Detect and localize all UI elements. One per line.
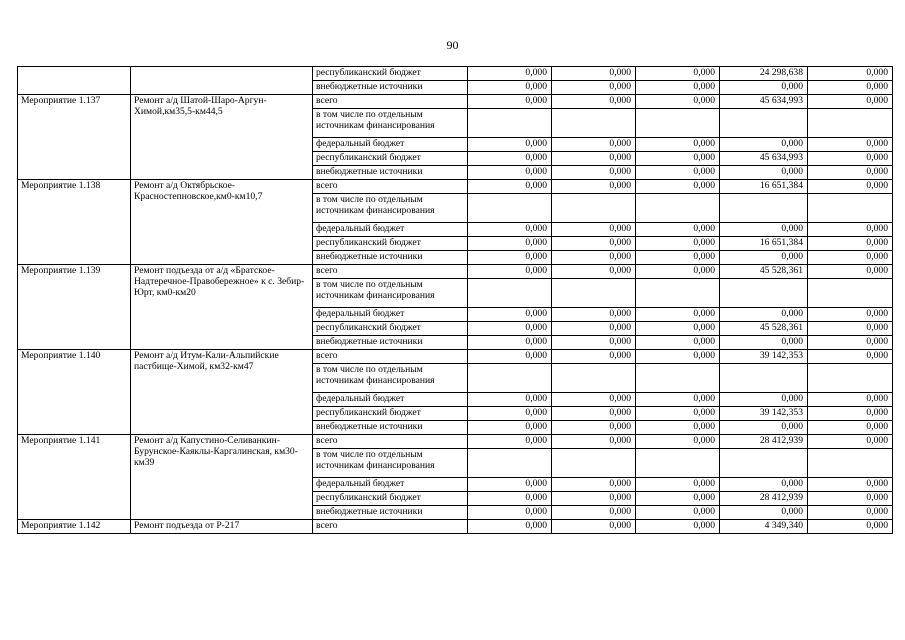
amount-cell: 0,000 xyxy=(552,506,636,520)
amount-cell: 0,000 xyxy=(636,478,720,492)
amount-cell xyxy=(808,449,893,478)
amount-cell: 0,000 xyxy=(468,223,552,237)
amount-cell: 0,000 xyxy=(468,478,552,492)
amount-cell: 0,000 xyxy=(636,251,720,265)
amount-cell: 16 651,384 xyxy=(720,237,808,251)
amount-cell: 0,000 xyxy=(636,180,720,194)
funding-source-cell: республиканский бюджет xyxy=(313,322,468,336)
amount-cell: 0,000 xyxy=(468,265,552,279)
funding-source-cell: внебюджетные источники xyxy=(313,421,468,435)
amount-cell: 0,000 xyxy=(636,138,720,152)
amount-cell: 0,000 xyxy=(808,336,893,350)
amount-cell xyxy=(468,449,552,478)
funding-source-cell: республиканский бюджет xyxy=(313,67,468,81)
amount-cell: 0,000 xyxy=(808,478,893,492)
amount-cell xyxy=(720,194,808,223)
funding-source-cell: федеральный бюджет xyxy=(313,138,468,152)
amount-cell xyxy=(468,194,552,223)
table-row xyxy=(18,520,893,534)
funding-source-cell: федеральный бюджет xyxy=(313,478,468,492)
amount-cell: 0,000 xyxy=(808,152,893,166)
amount-cell: 45 634,993 xyxy=(720,152,808,166)
amount-cell: 0,000 xyxy=(808,237,893,251)
amount-cell: 0,000 xyxy=(636,393,720,407)
amount-cell: 39 142,353 xyxy=(720,407,808,421)
amount-cell: 0,000 xyxy=(720,478,808,492)
amount-cell: 0,000 xyxy=(808,421,893,435)
amount-cell: 0,000 xyxy=(808,223,893,237)
amount-cell: 0,000 xyxy=(468,251,552,265)
amount-cell: 0,000 xyxy=(808,166,893,180)
funding-source-cell: внебюджетные источники xyxy=(313,506,468,520)
amount-cell xyxy=(552,279,636,308)
amount-cell xyxy=(720,279,808,308)
amount-cell: 0,000 xyxy=(808,308,893,322)
funding-source-cell: внебюджетные источники xyxy=(313,251,468,265)
event-description-cell: Ремонт а/д Капустино-Селиванкин-Бурунское-Каяклы-Каргалинская, км30-км39 xyxy=(131,435,313,520)
amount-cell: 0,000 xyxy=(808,435,893,449)
amount-cell: 0,000 xyxy=(720,421,808,435)
amount-cell: 0,000 xyxy=(636,336,720,350)
funding-source-cell: республиканский бюджет xyxy=(313,152,468,166)
amount-cell: 4 349,340 xyxy=(720,520,808,534)
funding-source-cell: всего xyxy=(313,95,468,109)
funding-source-cell: внебюджетные источники xyxy=(313,336,468,350)
amount-cell: 0,000 xyxy=(552,407,636,421)
amount-cell: 0,000 xyxy=(636,492,720,506)
amount-cell: 0,000 xyxy=(636,152,720,166)
amount-cell: 0,000 xyxy=(808,393,893,407)
amount-cell: 16 651,384 xyxy=(720,180,808,194)
amount-cell: 0,000 xyxy=(720,166,808,180)
amount-cell xyxy=(808,194,893,223)
amount-cell xyxy=(636,279,720,308)
event-id-cell: Мероприятие 1.140 xyxy=(18,350,131,435)
amount-cell: 0,000 xyxy=(636,421,720,435)
amount-cell: 0,000 xyxy=(636,308,720,322)
funding-source-cell: республиканский бюджет xyxy=(313,492,468,506)
amount-cell xyxy=(808,279,893,308)
amount-cell: 39 142,353 xyxy=(720,350,808,364)
amount-cell: 0,000 xyxy=(468,350,552,364)
amount-cell: 0,000 xyxy=(808,138,893,152)
event-id-cell: Мероприятие 1.139 xyxy=(18,265,131,350)
amount-cell: 0,000 xyxy=(808,506,893,520)
event-description-cell: Ремонт а/д Итум-Кали-Альпийские пастбище-Химой, км32-км47 xyxy=(131,350,313,435)
amount-cell: 0,000 xyxy=(552,138,636,152)
table-row xyxy=(18,350,893,364)
amount-cell: 0,000 xyxy=(808,322,893,336)
amount-cell xyxy=(636,109,720,138)
amount-cell: 0,000 xyxy=(468,393,552,407)
amount-cell: 0,000 xyxy=(636,67,720,81)
amount-cell: 0,000 xyxy=(636,435,720,449)
amount-cell: 0,000 xyxy=(636,265,720,279)
amount-cell: 0,000 xyxy=(720,223,808,237)
amount-cell: 0,000 xyxy=(468,166,552,180)
funding-source-cell: федеральный бюджет xyxy=(313,393,468,407)
amount-cell: 0,000 xyxy=(552,265,636,279)
amount-cell: 0,000 xyxy=(552,478,636,492)
event-id-cell: Мероприятие 1.137 xyxy=(18,95,131,180)
page-number: 90 xyxy=(446,38,459,52)
amount-cell: 0,000 xyxy=(468,435,552,449)
funding-source-cell: в том числе по отдельным источникам финансирования xyxy=(313,364,468,393)
amount-cell xyxy=(808,364,893,393)
amount-cell: 0,000 xyxy=(808,492,893,506)
amount-cell xyxy=(468,109,552,138)
amount-cell xyxy=(808,109,893,138)
amount-cell: 0,000 xyxy=(808,180,893,194)
amount-cell xyxy=(552,449,636,478)
amount-cell: 0,000 xyxy=(552,152,636,166)
amount-cell: 0,000 xyxy=(636,350,720,364)
amount-cell: 0,000 xyxy=(720,308,808,322)
funding-source-cell: внебюджетные источники xyxy=(313,81,468,95)
event-id-cell: Мероприятие 1.141 xyxy=(18,435,131,520)
amount-cell: 0,000 xyxy=(720,251,808,265)
amount-cell: 0,000 xyxy=(808,67,893,81)
amount-cell: 0,000 xyxy=(636,322,720,336)
amount-cell: 0,000 xyxy=(552,95,636,109)
amount-cell: 0,000 xyxy=(468,520,552,534)
amount-cell: 0,000 xyxy=(468,81,552,95)
funding-source-cell: федеральный бюджет xyxy=(313,223,468,237)
table-row xyxy=(18,180,893,194)
amount-cell: 0,000 xyxy=(468,336,552,350)
amount-cell: 0,000 xyxy=(808,265,893,279)
amount-cell: 0,000 xyxy=(552,67,636,81)
description-cell xyxy=(131,67,313,95)
amount-cell: 28 412,939 xyxy=(720,492,808,506)
amount-cell: 0,000 xyxy=(636,95,720,109)
event-id-cell: Мероприятие 1.138 xyxy=(18,180,131,265)
amount-cell: 24 298,638 xyxy=(720,67,808,81)
amount-cell: 0,000 xyxy=(808,350,893,364)
amount-cell: 0,000 xyxy=(552,421,636,435)
amount-cell: 0,000 xyxy=(552,520,636,534)
amount-cell: 0,000 xyxy=(552,350,636,364)
funding-source-cell: всего xyxy=(313,180,468,194)
funding-source-cell: всего xyxy=(313,265,468,279)
amount-cell: 0,000 xyxy=(720,81,808,95)
amount-cell: 0,000 xyxy=(468,152,552,166)
amount-cell: 0,000 xyxy=(552,322,636,336)
table-row xyxy=(18,265,893,279)
funding-source-cell: федеральный бюджет xyxy=(313,308,468,322)
amount-cell xyxy=(636,449,720,478)
budget-table xyxy=(17,66,893,534)
funding-source-cell: всего xyxy=(313,520,468,534)
amount-cell: 0,000 xyxy=(636,223,720,237)
funding-source-cell: в том числе по отдельным источникам финансирования xyxy=(313,449,468,478)
amount-cell: 0,000 xyxy=(468,308,552,322)
funding-source-cell: республиканский бюджет xyxy=(313,237,468,251)
event-description-cell: Ремонт подъезда от а/д «Братское-Надтеречное-Правобережное» к с. Зебир-Юрт, км0-км20 xyxy=(131,265,313,350)
amount-cell: 0,000 xyxy=(468,67,552,81)
event-description-cell: Ремонт а/д Шатой-Шаро-Аргун-Химой,км35,5-км44,5 xyxy=(131,95,313,180)
amount-cell: 0,000 xyxy=(552,251,636,265)
amount-cell xyxy=(552,364,636,393)
event-cell xyxy=(18,67,131,95)
amount-cell: 0,000 xyxy=(552,81,636,95)
amount-cell xyxy=(468,364,552,393)
amount-cell: 0,000 xyxy=(720,393,808,407)
amount-cell: 0,000 xyxy=(468,506,552,520)
amount-cell: 0,000 xyxy=(808,95,893,109)
amount-cell: 0,000 xyxy=(468,407,552,421)
table-row xyxy=(18,95,893,109)
amount-cell: 0,000 xyxy=(636,166,720,180)
table-row xyxy=(18,435,893,449)
amount-cell: 0,000 xyxy=(636,520,720,534)
funding-source-cell: в том числе по отдельным источникам финансирования xyxy=(313,109,468,138)
amount-cell xyxy=(720,109,808,138)
amount-cell: 0,000 xyxy=(636,81,720,95)
amount-cell: 0,000 xyxy=(552,435,636,449)
amount-cell: 45 528,361 xyxy=(720,265,808,279)
amount-cell: 0,000 xyxy=(552,492,636,506)
amount-cell: 0,000 xyxy=(720,138,808,152)
budget-table-body xyxy=(18,67,893,534)
amount-cell: 0,000 xyxy=(552,336,636,350)
amount-cell: 0,000 xyxy=(552,223,636,237)
amount-cell: 0,000 xyxy=(552,180,636,194)
amount-cell: 0,000 xyxy=(720,506,808,520)
funding-source-cell: всего xyxy=(313,350,468,364)
event-description-cell: Ремонт а/д Октябрьское-Красностепновское,км0-км10,7 xyxy=(131,180,313,265)
amount-cell: 0,000 xyxy=(808,251,893,265)
amount-cell: 0,000 xyxy=(468,180,552,194)
amount-cell xyxy=(636,364,720,393)
amount-cell: 0,000 xyxy=(552,166,636,180)
amount-cell: 45 634,993 xyxy=(720,95,808,109)
amount-cell: 0,000 xyxy=(468,237,552,251)
amount-cell: 28 412,939 xyxy=(720,435,808,449)
amount-cell: 0,000 xyxy=(468,95,552,109)
amount-cell: 0,000 xyxy=(468,421,552,435)
amount-cell: 0,000 xyxy=(636,407,720,421)
amount-cell: 0,000 xyxy=(468,322,552,336)
amount-cell: 0,000 xyxy=(636,506,720,520)
funding-source-cell: внебюджетные источники xyxy=(313,166,468,180)
event-description-cell: Ремонт подъезда от Р-217 xyxy=(131,520,313,534)
amount-cell: 0,000 xyxy=(808,520,893,534)
amount-cell: 0,000 xyxy=(720,336,808,350)
amount-cell: 0,000 xyxy=(552,393,636,407)
table-row xyxy=(18,67,893,81)
amount-cell xyxy=(720,449,808,478)
funding-source-cell: республиканский бюджет xyxy=(313,407,468,421)
amount-cell: 0,000 xyxy=(552,237,636,251)
amount-cell xyxy=(636,194,720,223)
event-id-cell: Мероприятие 1.142 xyxy=(18,520,131,534)
amount-cell: 45 528,361 xyxy=(720,322,808,336)
amount-cell xyxy=(468,279,552,308)
amount-cell xyxy=(720,364,808,393)
funding-source-cell: всего xyxy=(313,435,468,449)
amount-cell: 0,000 xyxy=(468,138,552,152)
funding-source-cell: в том числе по отдельным источникам финансирования xyxy=(313,279,468,308)
amount-cell: 0,000 xyxy=(636,237,720,251)
amount-cell: 0,000 xyxy=(808,407,893,421)
amount-cell: 0,000 xyxy=(552,308,636,322)
amount-cell: 0,000 xyxy=(808,81,893,95)
amount-cell xyxy=(552,109,636,138)
amount-cell xyxy=(552,194,636,223)
funding-source-cell: в том числе по отдельным источникам финансирования xyxy=(313,194,468,223)
amount-cell: 0,000 xyxy=(468,492,552,506)
